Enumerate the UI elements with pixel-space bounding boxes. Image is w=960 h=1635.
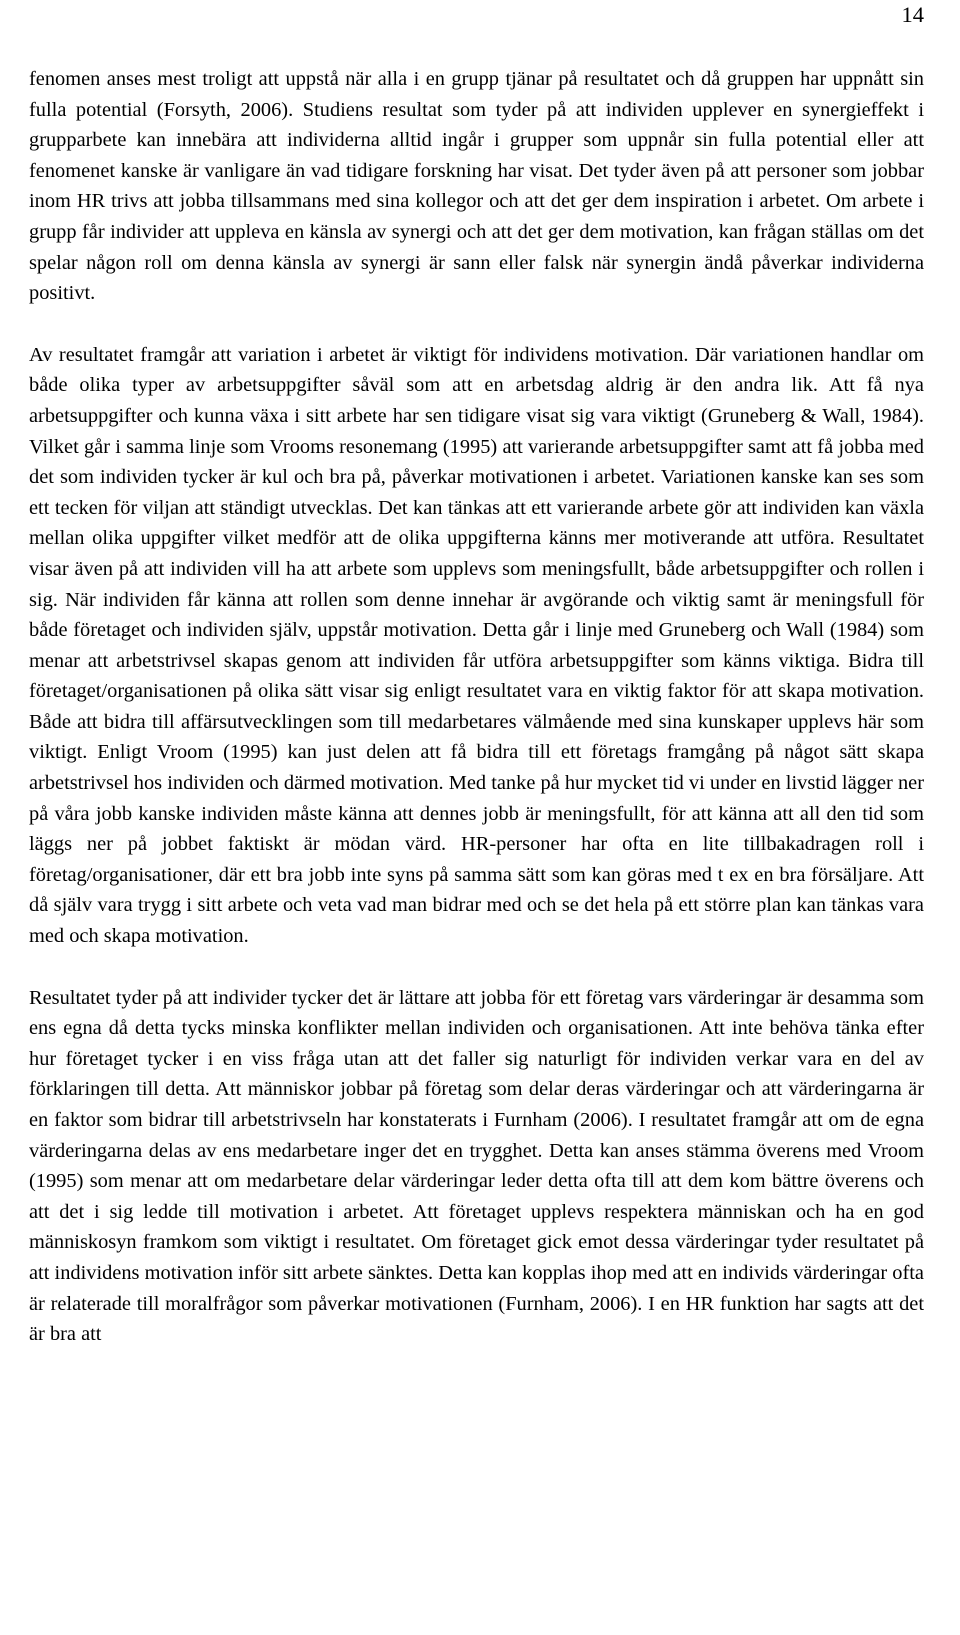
paragraph-1: fenomen anses mest troligt att uppstå när alla i en grupp tjänar på resultatet och då gruppen har uppnått sin fulla potential (Forsyth, 2006). Studiens resultat som tyder på att individen upplever en synergieffekt i grupparbete kan innebära att individerna alltid ingår i grupper som uppnår sin fulla potential eller att fenomenet kanske är vanligare än vad tidigare forskning har visat. Det tyder även på att personer som jobbar inom HR trivs att jobba tillsammans med sina kollegor och att det ger dem inspiration i arbetet. Om arbete i grupp får individer att uppleva en känsla av synergi och att det ger dem motivation, kan frågan ställas om det spelar någon roll om denna känsla av synergi är sann eller falsk när synergin ändå påverkar individerna positivt. [29, 68, 924, 305]
paragraph-3: Resultatet tyder på att individer tycker det är lättare att jobba för ett företag vars värderingar är desamma som ens egna då detta tycks minska konflikter mellan individen och organisationen. Att inte behöva tänka efter hur företaget tycker i en viss fråga utan att det faller sig naturligt för individen verkar vara en del av förklaringen till detta. Att människor jobbar på företag som delar deras värderingar och att värderingarna är en faktor som bidrar till arbetstrivseln har konstaterats i Furnham (2006). I resultatet framgår att om de egna värderingarna delas av ens medarbetare inger det en trygghet. Detta kan anses stämma överens med Vroom (1995) som menar att om medarbetare delar värderingar leder detta ofta till att dem kom bättre överens och att det i sig ledde till motivation i arbetet. Att företaget upplevs respektera människan och ha en god människosyn framkom som viktigt i resultatet. Om företaget gick emot dessa värderingar tyder resultatet på att individens motivation inför sitt arbete sänktes. Detta kan kopplas ihop med att en individs värderingar ofta är relaterade till moralfrågor som påverkar motivationen (Furnham, 2006). I en HR funktion har sagts att det är bra att [29, 986, 924, 1346]
body-text [29, 64, 924, 1350]
paragraph-2: Av resultatet framgår att variation i arbetet är viktigt för individens motivation. Där variationen handlar om både olika typer av arbetsuppgifter såväl som att en arbetsdag aldrig är den andra lik. Att få nya arbetsuppgifter och kunna växa i sitt arbete har sen tidigare visat sig vara viktigt (Gruneberg & Wall, 1984). Vilket går i samma linje som Vrooms resonemang (1995) att varierande arbetsuppgifter samt att få jobba med det som individen tycker är kul och bra på, påverkar motivationen i arbetet. Variationen kanske kan ses som ett tecken för viljan att ständigt utvecklas. Det kan tänkas att ett varierande arbete gör att individen kan växla mellan olika uppgifter vilket medför att de olika uppgifterna känns mer motiverande att utföra. Resultatet visar även på att individen vill ha att arbete som upplevs som meningsfullt, både arbetsuppgifter och rollen i sig. När individen får känna att rollen som denne innehar är avgörande och viktig samt är meningsfull för både företaget och individen själv, uppstår motivation. Detta går i linje med Gruneberg och Wall (1984) som menar att arbetstrivsel skapas genom att individen får utföra arbetsuppgifter som känns viktiga. Bidra till företaget/organisationen på olika sätt visar sig enligt resultatet vara en viktig faktor för att skapa motivation. Både att bidra till affärsutvecklingen som till medarbetares välmående med sina kunskaper upplevs här som viktigt. Enligt Vroom (1995) kan just delen att få bidra till ett företags framgång på något sätt skapa arbetstrivsel hos individen och därmed motivation. Med tanke på hur mycket tid vi under en livstid lägger ner på våra jobb kanske individen måste känna att dennes jobb är meningsfullt, för att känna att all den tid som läggs ner på jobbet faktiskt är mödan värd. HR-personer har ofta en lite tillbakadragen roll i företag/organisationer, där ett bra jobb inte syns på samma sätt som kan göras med t ex en bra försäljare. Att då själv vara trygg i sitt arbete och veta vad man bidrar med och se det hela på ett större plan kan tänkas vara med och skapa motivation. [29, 343, 924, 948]
page-number: 14 [901, 2, 924, 27]
